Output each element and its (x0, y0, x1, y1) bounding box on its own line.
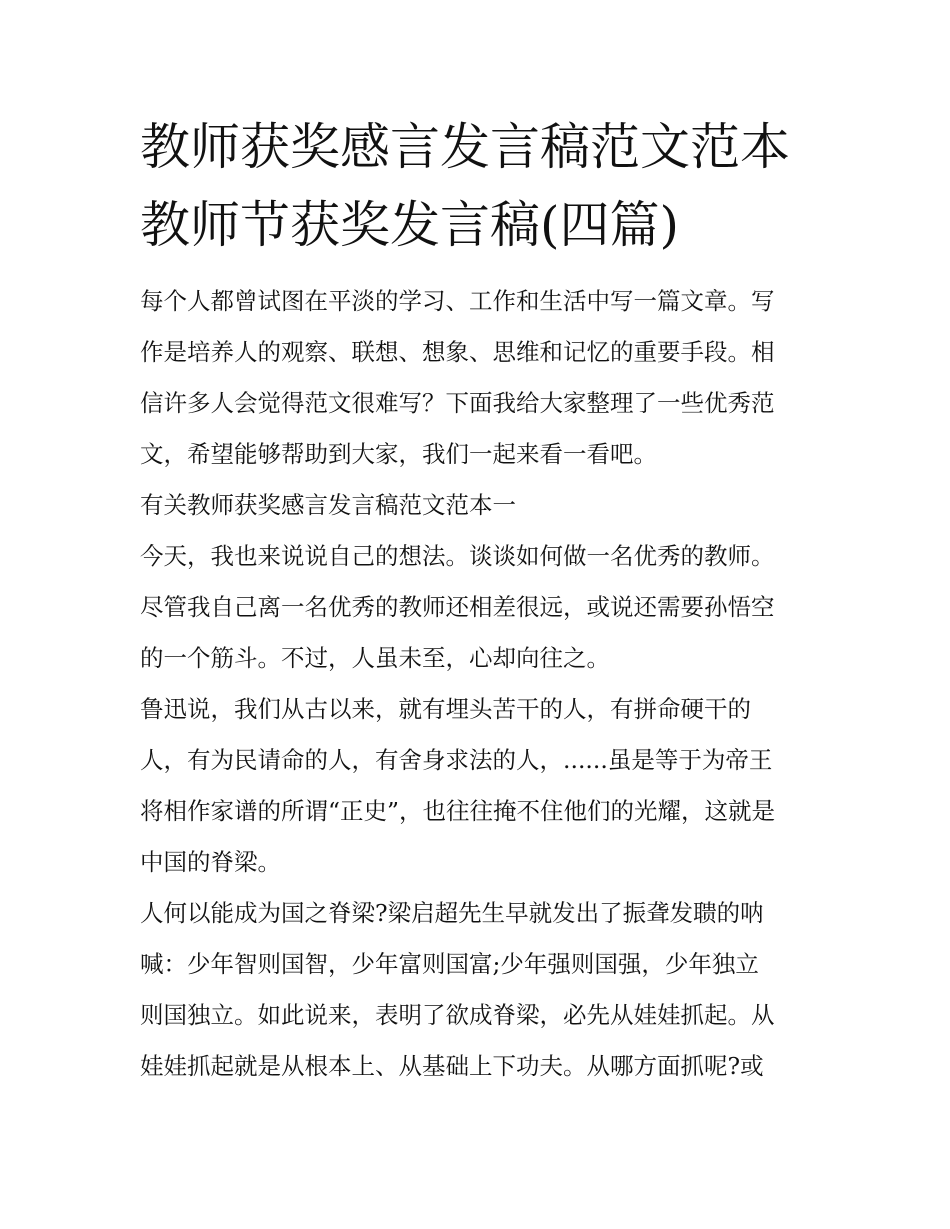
body-line-6: 今天，我也来说说自己的想法。谈谈如何做一名优秀的教师。 (140, 542, 775, 570)
body-line-11: 将相作家谱的所谓“正史”，也往往掩不住他们的光耀，这就是 (140, 797, 776, 825)
body-line-15: 则国独立。如此说来，表明了欲成脊梁，必先从娃娃抓起。从 (140, 1001, 775, 1029)
body-line-8: 的一个筋斗。不过，人虽未至，心却向往之。 (140, 644, 610, 672)
body-line-2: 作是培养人的观察、联想、想象、思维和记忆的重要手段。相 (140, 338, 775, 366)
page-title (140, 108, 840, 264)
body-line-4: 文，希望能够帮助到大家，我们一起来看一看吧。 (140, 440, 657, 468)
title-line-1: 教师获奖感言发言稿范文范本 (140, 118, 790, 176)
body-line-14: 喊：少年智则国智，少年富则国富;少年强则国强，少年独立 (140, 950, 759, 978)
body-line-12: 中国的脊梁。 (140, 848, 281, 876)
body-line-10: 人，有为民请命的人，有舍身求法的人，......虽是等于为帝王 (140, 746, 773, 774)
title-line-2: 教师节获奖发言稿(四篇) (140, 196, 680, 254)
document-body (140, 276, 820, 1092)
body-line-1: 每个人都曾试图在平淡的学习、工作和生活中写一篇文章。写 (140, 287, 775, 315)
body-line-13: 人何以能成为国之脊梁?梁启超先生早就发出了振聋发聩的呐 (140, 899, 764, 927)
section-heading: 有关教师获奖感言发言稿范文范本一 (140, 491, 516, 519)
body-line-7: 尽管我自己离一名优秀的教师还相差很远，或说还需要孙悟空 (140, 593, 775, 621)
body-line-9: 鲁迅说，我们从古以来，就有埋头苦干的人，有拼命硬干的 (140, 695, 751, 723)
body-line-16: 娃娃抓起就是从根本上、从基础上下功夫。从哪方面抓呢?或 (140, 1052, 764, 1080)
body-line-3: 信许多人会觉得范文很难写？下面我给大家整理了一些优秀范 (140, 389, 775, 417)
